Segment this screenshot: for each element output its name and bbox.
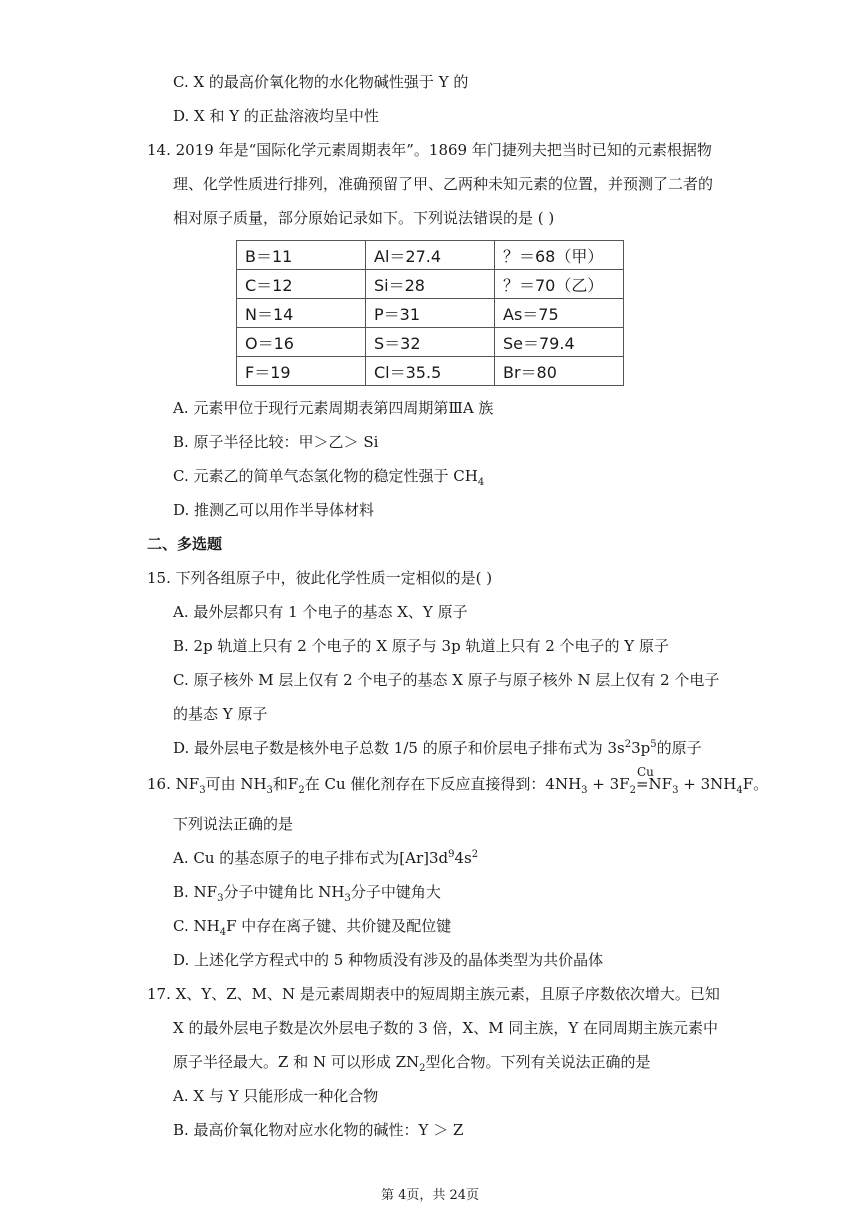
- q14-stem-line2: 理、化学性质进行排列，准确预留了甲、乙两种未知元素的位置，并预测了二者的: [173, 175, 714, 193]
- q14-option-d: D. 推测乙可以用作半导体材料: [173, 501, 375, 519]
- q14-option-b: B. 原子半径比较：甲＞乙＞ Si: [173, 433, 379, 451]
- element-table-cell: ？＝70（乙）: [495, 270, 624, 299]
- element-table-cell: C＝12: [237, 270, 366, 299]
- element-table-cell: S＝32: [366, 328, 495, 357]
- element-table-cell: O＝16: [237, 328, 366, 357]
- q14-stem-line1: 14. 2019 年是“国际化学元素周期表年”。1869 年门捷列夫把当时已知的元素根据物: [147, 141, 712, 159]
- q16-option-c: C. $NH_4F$ 中存在离子键、共价键及配位键: [173, 917, 452, 938]
- element-table: [236, 240, 624, 386]
- page-footer: 第 4页，共 24页: [380, 1188, 480, 1203]
- element-table-cell: As＝75: [495, 299, 624, 328]
- element-table-row: [237, 270, 624, 299]
- q16-number: 16.: [147, 775, 171, 793]
- element-table-cell: Br＝80: [495, 357, 624, 386]
- q17-number: 17.: [147, 985, 171, 1003]
- q17-stem-line1: 17. X、Y、Z、M、N 是元素周期表中的短周期主族元素，且原子序数依次增大。已知: [147, 985, 720, 1003]
- q13-option-c: C. X 的最高价氧化物的水化物碱性强于 Y 的: [173, 73, 469, 91]
- element-table-row: [237, 241, 624, 270]
- element-table-cell: Al＝27.4: [366, 241, 495, 270]
- q17-option-a: A. X 与 Y 只能形成一种化合物: [173, 1087, 379, 1105]
- q14-stem-line3: 相对原子质量，部分原始记录如下。下列说法错误的是 ( ): [173, 209, 555, 227]
- q16-option-d: D. 上述化学方程式中的 5 种物质没有涉及的晶体类型为共价晶体: [173, 951, 604, 969]
- q16-stem-line1: 16. $NF_3$可由 $NH_3$和$F_2$在 Cu 催化剂存在下反应直接得到：$4NH_3 + 3F_2$ Cu $=NF_3 + 3NH_4F$。: [147, 765, 769, 796]
- q15-option-a: A. 最外层都只有 1 个电子的基态 X、Y 原子: [173, 603, 468, 621]
- element-table-cell: B＝11: [237, 241, 366, 270]
- q17-stem-line3: 原子半径最大。Z 和 N 可以形成 $ZN_2$型化合物。下列有关说法正确的是: [173, 1053, 651, 1074]
- q15-stem: 15. 下列各组原子中，彼此化学性质一定相似的是( ): [147, 569, 493, 587]
- q15-option-b: B. 2p 轨道上只有 2 个电子的 X 原子与 3p 轨道上只有 2 个电子的 Y 原子: [173, 637, 669, 655]
- q17-option-b: B. 最高价氧化物对应水化物的碱性：Y ＞ Z: [173, 1121, 464, 1139]
- element-table-cell: N＝14: [237, 299, 366, 328]
- section-title: 二、多选题: [147, 535, 223, 553]
- element-table-cell: F＝19: [237, 357, 366, 386]
- element-table-cell: Se＝79.4: [495, 328, 624, 357]
- q15-option-c-line1: C. 原子核外 M 层上仅有 2 个电子的基态 X 原子与原子核外 N 层上仅有 2 个电子: [173, 671, 720, 689]
- element-table-row: [237, 299, 624, 328]
- element-table-cell: Si＝28: [366, 270, 495, 299]
- q16-option-a: A. Cu 的基态原子的电子排布式为$[Ar]3d^94s^2$: [173, 849, 479, 867]
- catalyst-equals: Cu =: [635, 765, 654, 793]
- element-table-cell: Cl＝35.5: [366, 357, 495, 386]
- element-table-cell: ？＝68（甲）: [495, 241, 624, 270]
- q14-option-a: A. 元素甲位于现行元素周期表第四周期第ⅢA 族: [173, 399, 494, 417]
- q15-number: 15.: [147, 569, 171, 587]
- element-table-cell: P＝31: [366, 299, 495, 328]
- element-table-row: [237, 328, 624, 357]
- q16-stem-line2: 下列说法正确的是: [173, 815, 294, 833]
- element-table-row: [237, 357, 624, 386]
- q14-option-c: C. 元素乙的简单气态氢化物的稳定性强于 $CH_4$: [173, 467, 485, 488]
- q14-number: 14.: [147, 141, 171, 159]
- q16-option-b: B. $NF_3$分子中键角比 $NH_3$分子中键角大: [173, 883, 441, 904]
- q13-option-d: D. X 和 Y 的正盐溶液均呈中性: [173, 107, 379, 125]
- q15-option-c-line2: 的基态 Y 原子: [173, 705, 268, 723]
- q15-option-d: D. 最外层电子数是核外电子总数 1/5 的原子和价层电子排布式为 $3s^23p^5$的原子: [173, 739, 702, 757]
- q17-stem-line2: X 的最外层电子数是次外层电子数的 3 倍，X、M 同主族，Y 在同周期主族元素中: [173, 1019, 719, 1037]
